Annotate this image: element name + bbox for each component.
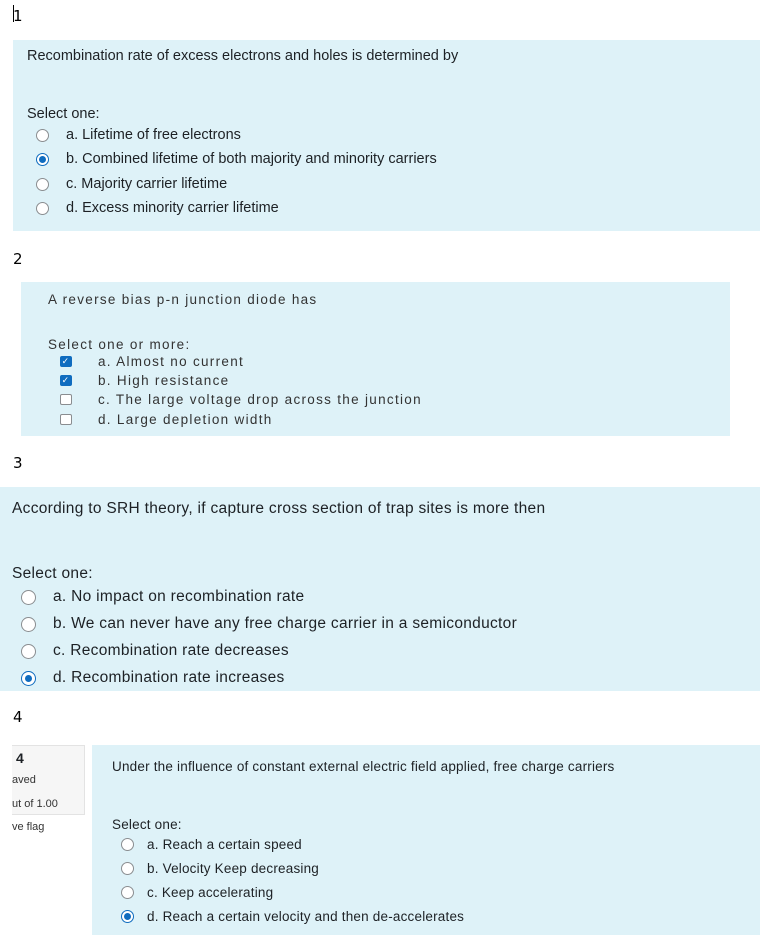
- option-label: b. Velocity Keep decreasing: [147, 861, 320, 876]
- radio-button[interactable]: [21, 617, 36, 632]
- question-4-prompt: Select one:: [112, 817, 182, 832]
- option-label: b. High resistance: [98, 373, 230, 388]
- question-2-text: A reverse bias p-n junction diode has: [48, 292, 318, 307]
- q1-option-b[interactable]: [36, 151, 437, 167]
- radio-button[interactable]: [121, 862, 134, 875]
- question-info-status: aved: [12, 774, 36, 786]
- radio-button[interactable]: [36, 129, 49, 142]
- radio-button[interactable]: [21, 644, 36, 659]
- q4-option-b[interactable]: [121, 861, 319, 876]
- option-label: b. We can never have any free charge carrier in a semiconductor: [53, 615, 518, 632]
- question-2-prompt: Select one or more:: [48, 337, 191, 352]
- question-3-number: 3: [13, 454, 23, 472]
- question-1-number: 1: [13, 7, 23, 25]
- question-3-prompt: Select one:: [12, 565, 93, 582]
- q1-option-d[interactable]: [36, 200, 279, 216]
- q3-option-c[interactable]: [21, 642, 289, 660]
- q1-option-c[interactable]: [36, 176, 227, 192]
- option-label: d. Reach a certain velocity and then de-accelerates: [147, 909, 465, 924]
- flag-question-link[interactable]: ve flag: [12, 821, 45, 833]
- q4-option-d[interactable]: [121, 909, 464, 924]
- radio-button-selected[interactable]: [21, 671, 36, 686]
- question-4-text: Under the influence of constant external electric field applied, free charge carriers: [112, 759, 615, 774]
- radio-button[interactable]: [21, 590, 36, 605]
- option-label: a. Almost no current: [98, 354, 245, 369]
- radio-button[interactable]: [36, 202, 49, 215]
- radio-button-selected[interactable]: [121, 910, 134, 923]
- question-info-marks: ut of 1.00: [12, 798, 58, 810]
- q2-option-a[interactable]: [60, 354, 244, 369]
- checkbox-checked[interactable]: ✓: [61, 356, 71, 366]
- question-3-text: According to SRH theory, if capture cross section of trap sites is more then: [12, 500, 546, 517]
- q2-option-b[interactable]: [60, 373, 229, 388]
- checkbox[interactable]: [60, 394, 72, 405]
- question-2-number: 2: [13, 250, 23, 268]
- q1-option-a[interactable]: [36, 127, 241, 143]
- option-label: a. No impact on recombination rate: [53, 588, 305, 605]
- option-label: c. Majority carrier lifetime: [66, 176, 228, 192]
- question-4-info-panel: [12, 745, 85, 815]
- question-info-number: 4: [16, 750, 24, 766]
- option-label: c. Keep accelerating: [147, 885, 274, 900]
- option-label: d. Large depletion width: [98, 412, 273, 427]
- option-label: d. Excess minority carrier lifetime: [66, 200, 279, 216]
- radio-button[interactable]: [121, 838, 134, 851]
- radio-button-selected[interactable]: [36, 153, 49, 166]
- q2-option-c[interactable]: [60, 392, 422, 407]
- option-label: b. Combined lifetime of both majority and minority carriers: [66, 151, 437, 167]
- q4-option-c[interactable]: [121, 885, 273, 900]
- option-label: d. Recombination rate increases: [53, 669, 285, 686]
- question-1-prompt: Select one:: [27, 106, 100, 122]
- question-1-text: Recombination rate of excess electrons and holes is determined by: [27, 48, 459, 64]
- q4-option-a[interactable]: [121, 837, 302, 852]
- checkbox[interactable]: [60, 414, 72, 425]
- radio-button[interactable]: [121, 886, 134, 899]
- q3-option-d[interactable]: [21, 669, 285, 687]
- option-label: a. Lifetime of free electrons: [66, 127, 241, 143]
- q3-option-a[interactable]: [21, 588, 304, 606]
- q3-option-b[interactable]: [21, 615, 517, 633]
- option-label: a. Reach a certain speed: [147, 837, 302, 852]
- option-label: c. The large voltage drop across the junction: [98, 392, 422, 407]
- option-label: c. Recombination rate decreases: [53, 642, 289, 659]
- q2-option-d[interactable]: [60, 412, 273, 427]
- checkbox-checked[interactable]: ✓: [61, 375, 71, 385]
- question-4-number: 4: [13, 708, 23, 726]
- radio-button[interactable]: [36, 178, 49, 191]
